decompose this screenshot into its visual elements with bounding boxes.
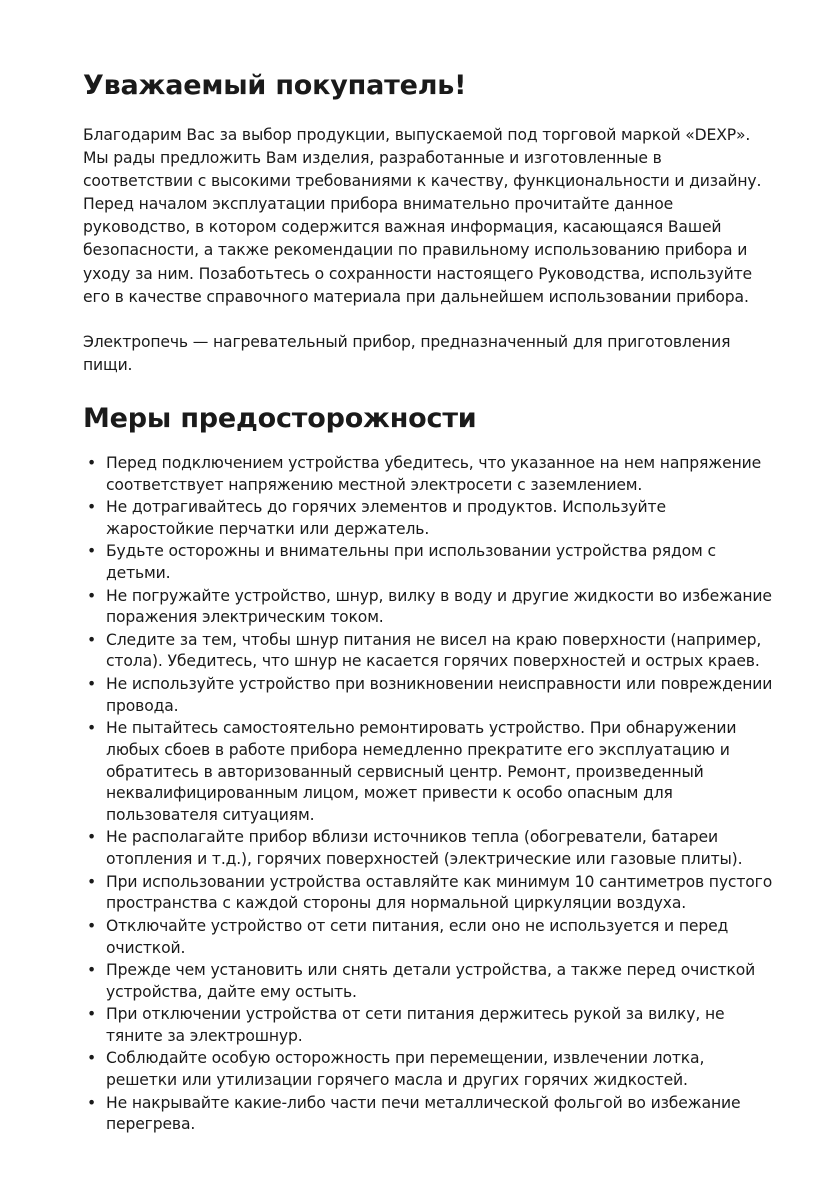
safety-item bbox=[83, 630, 773, 673]
safety-item bbox=[83, 586, 773, 629]
safety-item-text: Не пытайтесь самостоятельно ремонтировать устройство. При обнаружении любых сбоев в работе прибора немедленно прекратите его эксплуатацию и обратитесь в авторизованный сервисный центр. Ремонт, произведенный неквалифицированным лицом, может привести к особо опасным для пользователя ситуациям. bbox=[106, 719, 737, 824]
safety-item-text: При отключении устройства от сети питания держитесь рукой за вилку, не тяните за электрошнур. bbox=[106, 1005, 725, 1045]
bullet-icon: • bbox=[87, 961, 97, 980]
safety-item-text: Не дотрагивайтесь до горячих элементов и продуктов. Используйте жаростойкие перчатки или держатель. bbox=[106, 498, 666, 538]
safety-item-text: Отключайте устройство от сети питания, если оно не используется и перед очисткой. bbox=[106, 916, 729, 957]
safety-item bbox=[83, 1048, 773, 1091]
safety-item bbox=[83, 916, 773, 959]
page-title: Уважаемый покупатель! bbox=[83, 70, 467, 101]
safety-item bbox=[83, 960, 773, 1003]
bullet-icon: • bbox=[87, 453, 97, 472]
safety-item-text: Прежде чем установить или снять детали устройства, а также перед очисткой устройства, дайте ему остыть. bbox=[106, 961, 756, 1001]
bullet-icon: • bbox=[87, 586, 97, 605]
safety-item bbox=[83, 497, 773, 540]
safety-item bbox=[83, 1093, 773, 1136]
bullet-icon: • bbox=[87, 916, 97, 935]
safety-item-text: Будьте осторожны и внимательны при использовании устройства рядом с детьми. bbox=[106, 542, 716, 583]
intro-paragraph: Благодарим Вас за выбор продукции, выпускаемой под торговой маркой «DEXP». Мы рады предложить Вам изделия, разработанные и изготовленные в соответствии с высокими требованиями к качеству, функциональности и дизайну. Перед началом эксплуатации прибора внимательно прочитайте данное руководство, в котором содержится важная информация, касающаяся Вашей безопасности, а также рекомендации по правильному использованию прибора и уходу за ним. Позаботьтесь о сохранности настоящего Руководства, используйте его в качестве справочного материала при дальнейшем использовании прибора. bbox=[83, 126, 762, 306]
safety-item-text: Не располагайте прибор вблизи источников тепла (обогреватели, батареи отопления и т.д.), горячих поверхностей (электрические или газовые плиты). bbox=[106, 828, 743, 869]
safety-section-title: Меры предосторожности bbox=[83, 402, 477, 434]
safety-item bbox=[83, 541, 773, 584]
bullet-icon: • bbox=[87, 630, 97, 649]
safety-item bbox=[83, 827, 773, 870]
description-paragraph: Электропечь — нагревательный прибор, предназначенный для приготовления пищи. bbox=[83, 332, 731, 374]
bullet-icon: • bbox=[87, 872, 97, 891]
safety-item-text: Перед подключением устройства убедитесь, что указанное на нем напряжение соответствует напряжению местной электросети с заземлением. bbox=[106, 453, 762, 494]
bullet-icon: • bbox=[87, 828, 97, 847]
bullet-icon: • bbox=[87, 1005, 97, 1024]
safety-item bbox=[83, 674, 773, 717]
safety-item bbox=[83, 453, 773, 496]
safety-item-text: Соблюдайте особую осторожность при перемещении, извлечении лотка, решетки или утилизации горячего масла и других горячих жидкостей. bbox=[106, 1049, 705, 1090]
safety-item-text: При использовании устройства оставляйте как минимум 10 сантиметров пустого пространства с каждой стороны для нормальной циркуляции воздуха. bbox=[106, 872, 773, 913]
bullet-icon: • bbox=[87, 498, 97, 517]
bullet-icon: • bbox=[87, 719, 97, 738]
safety-item-text: Не погружайте устройство, шнур, вилку в воду и другие жидкости во избежание поражения электрическим током. bbox=[106, 586, 772, 627]
safety-item bbox=[83, 1004, 773, 1047]
safety-item-text: Не используйте устройство при возникновении неисправности или повреждении провода. bbox=[106, 674, 773, 715]
bullet-icon: • bbox=[87, 1049, 97, 1068]
document-page bbox=[83, 68, 773, 1137]
safety-item bbox=[83, 718, 773, 827]
safety-item-text: Не накрывайте какие-либо части печи металлической фольгой во избежание перегрева. bbox=[106, 1093, 741, 1134]
bullet-icon: • bbox=[87, 1093, 97, 1112]
safety-item-text: Следите за тем, чтобы шнур питания не висел на краю поверхности (например, стола). Убедитесь, что шнур не касается горячих поверхностей и острых краев. bbox=[106, 630, 762, 671]
bullet-icon: • bbox=[87, 542, 97, 561]
bullet-icon: • bbox=[87, 674, 97, 693]
safety-item bbox=[83, 872, 773, 915]
safety-list bbox=[83, 453, 773, 1136]
